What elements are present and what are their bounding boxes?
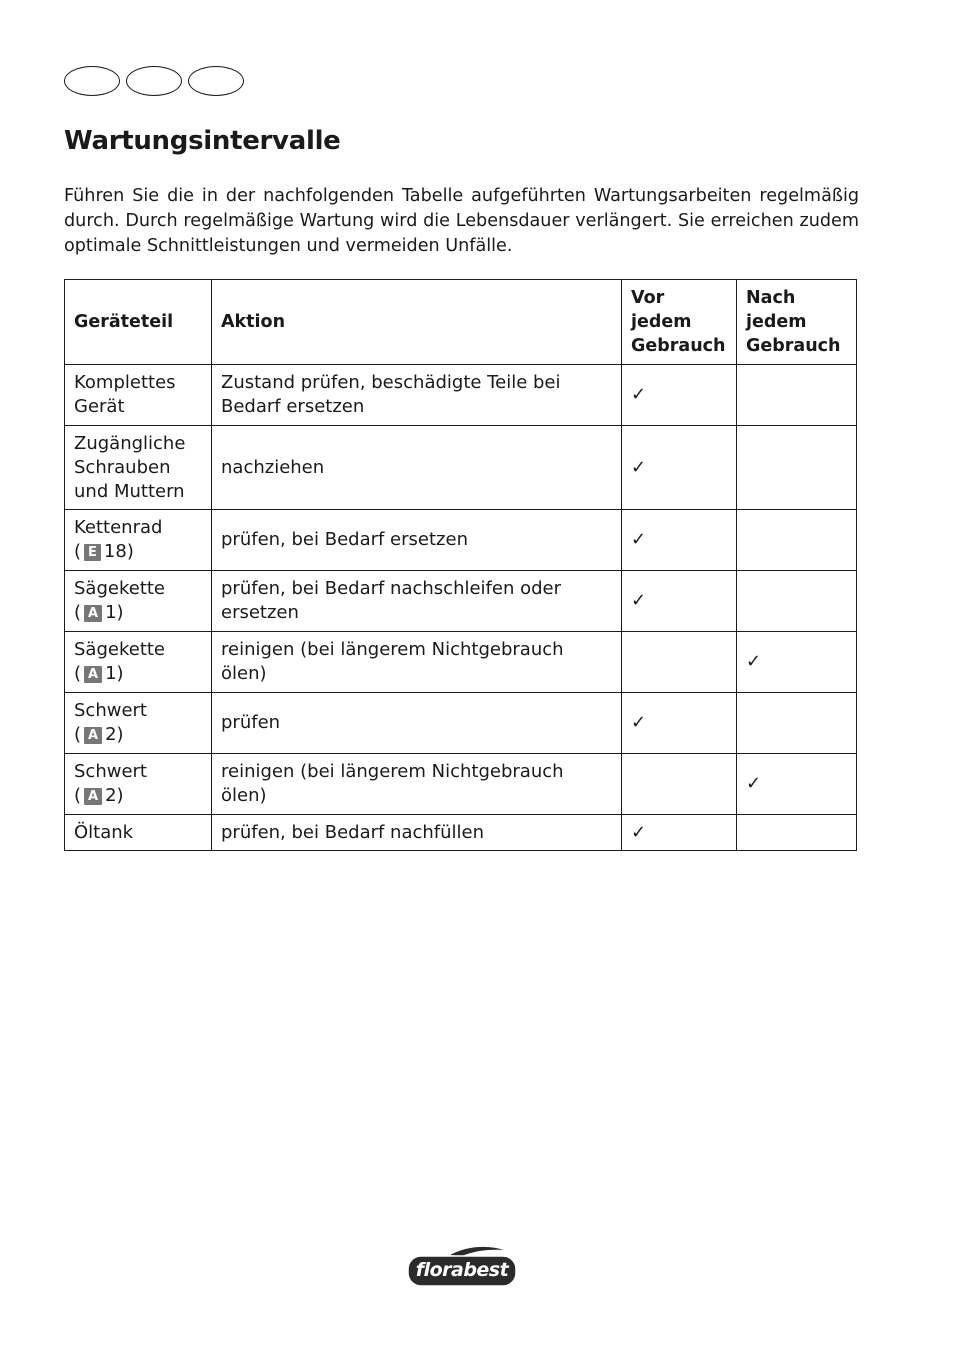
before-use-cell bbox=[622, 510, 737, 571]
before-use-cell bbox=[622, 754, 737, 815]
before-use-cell bbox=[622, 365, 737, 426]
before-use-cell bbox=[622, 693, 737, 754]
part-name: Komplettes Gerät bbox=[74, 372, 176, 417]
after-use-cell bbox=[737, 510, 857, 571]
after-use-cell bbox=[737, 754, 857, 815]
action-cell: prüfen, bei Bedarf nachfüllen bbox=[212, 815, 622, 851]
part-name: Zugängliche Schrauben und Muttern bbox=[74, 432, 186, 502]
table-row bbox=[65, 754, 857, 815]
part-cell: Schwert ( A 2) bbox=[65, 693, 212, 754]
after-use-cell bbox=[737, 632, 857, 693]
action-cell: reinigen (bei längerem Nichtgebrauch ölen) bbox=[212, 754, 622, 815]
figure-ref: 1 bbox=[105, 602, 117, 623]
part-name: Schwert bbox=[74, 761, 147, 782]
part-cell bbox=[65, 365, 212, 426]
table-row bbox=[65, 365, 857, 426]
action-cell: prüfen, bei Bedarf nachschleifen oder ersetzen bbox=[212, 571, 622, 632]
language-pill bbox=[188, 66, 244, 96]
header-action: Aktion bbox=[212, 280, 622, 365]
table-header-row bbox=[65, 280, 857, 365]
part-cell bbox=[65, 426, 212, 510]
figure-badge: A bbox=[84, 788, 102, 805]
after-use-cell bbox=[737, 365, 857, 426]
maintenance-table bbox=[64, 279, 857, 851]
table-row bbox=[65, 815, 857, 851]
part-cell: Sägekette ( A 1) bbox=[65, 571, 212, 632]
language-pill bbox=[64, 66, 120, 96]
check-icon: ✓ bbox=[631, 712, 647, 733]
table-row bbox=[65, 632, 857, 693]
check-icon: ✓ bbox=[746, 651, 762, 672]
figure-ref: 1 bbox=[105, 663, 117, 684]
check-icon: ✓ bbox=[631, 456, 647, 478]
after-use-cell bbox=[737, 571, 857, 632]
figure-badge: A bbox=[84, 727, 102, 744]
part-cell: Kettenrad ( E 18) bbox=[65, 510, 212, 571]
check-icon: ✓ bbox=[631, 529, 647, 550]
action-cell: Zustand prüfen, beschädigte Teile bei Bedarf ersetzen bbox=[212, 365, 622, 426]
table-row bbox=[65, 426, 857, 510]
figure-badge: A bbox=[84, 666, 102, 683]
part-cell bbox=[65, 815, 212, 851]
part-name: Schwert bbox=[74, 700, 147, 721]
check-icon: ✓ bbox=[746, 773, 762, 794]
page-title: Wartungsintervalle bbox=[64, 126, 341, 156]
action-cell: prüfen, bei Bedarf ersetzen bbox=[212, 510, 622, 571]
check-icon: ✓ bbox=[631, 590, 647, 611]
language-pill bbox=[126, 66, 182, 96]
figure-ref: 18 bbox=[103, 541, 127, 562]
header-before-use: Vor jedem Gebrauch bbox=[622, 280, 737, 365]
figure-ref: 2 bbox=[105, 724, 117, 745]
figure-badge: E bbox=[84, 544, 101, 561]
after-use-cell bbox=[737, 426, 857, 510]
part-name: Sägekette bbox=[74, 578, 166, 599]
before-use-cell bbox=[622, 632, 737, 693]
language-selector bbox=[64, 66, 244, 96]
before-use-cell bbox=[622, 571, 737, 632]
table-row bbox=[65, 693, 857, 754]
logo-text: florabest bbox=[415, 1259, 509, 1281]
part-cell: Sägekette ( A 1) bbox=[65, 632, 212, 693]
table-row bbox=[65, 571, 857, 632]
florabest-logo bbox=[406, 1246, 518, 1288]
part-cell: Schwert ( A 2) bbox=[65, 754, 212, 815]
action-cell: prüfen bbox=[212, 693, 622, 754]
after-use-cell bbox=[737, 815, 857, 851]
after-use-cell bbox=[737, 693, 857, 754]
before-use-cell bbox=[622, 815, 737, 851]
table-row bbox=[65, 510, 857, 571]
part-name: Sägekette bbox=[74, 639, 166, 660]
before-use-cell bbox=[622, 426, 737, 510]
header-part: Geräteteil bbox=[65, 280, 212, 365]
check-icon: ✓ bbox=[631, 384, 647, 405]
action-cell: nachziehen bbox=[212, 426, 622, 510]
part-name: Kettenrad bbox=[74, 517, 163, 538]
figure-badge: A bbox=[84, 605, 102, 622]
figure-ref: 2 bbox=[105, 785, 117, 806]
part-name: Öltank bbox=[74, 821, 134, 843]
header-after-use: Nach jedem Gebrauch bbox=[737, 280, 857, 365]
intro-paragraph: Führen Sie die in der nachfolgenden Tabelle aufgeführten Wartungsarbeiten regelmäßig durch. Durch regelmäßige Wartung wird die Lebensdauer verlängert. Sie erreichen zudem optimale Schnittleistungen und vermeiden Unfälle. bbox=[64, 186, 859, 256]
check-icon: ✓ bbox=[631, 821, 647, 843]
action-cell: reinigen (bei längerem Nichtgebrauch ölen) bbox=[212, 632, 622, 693]
